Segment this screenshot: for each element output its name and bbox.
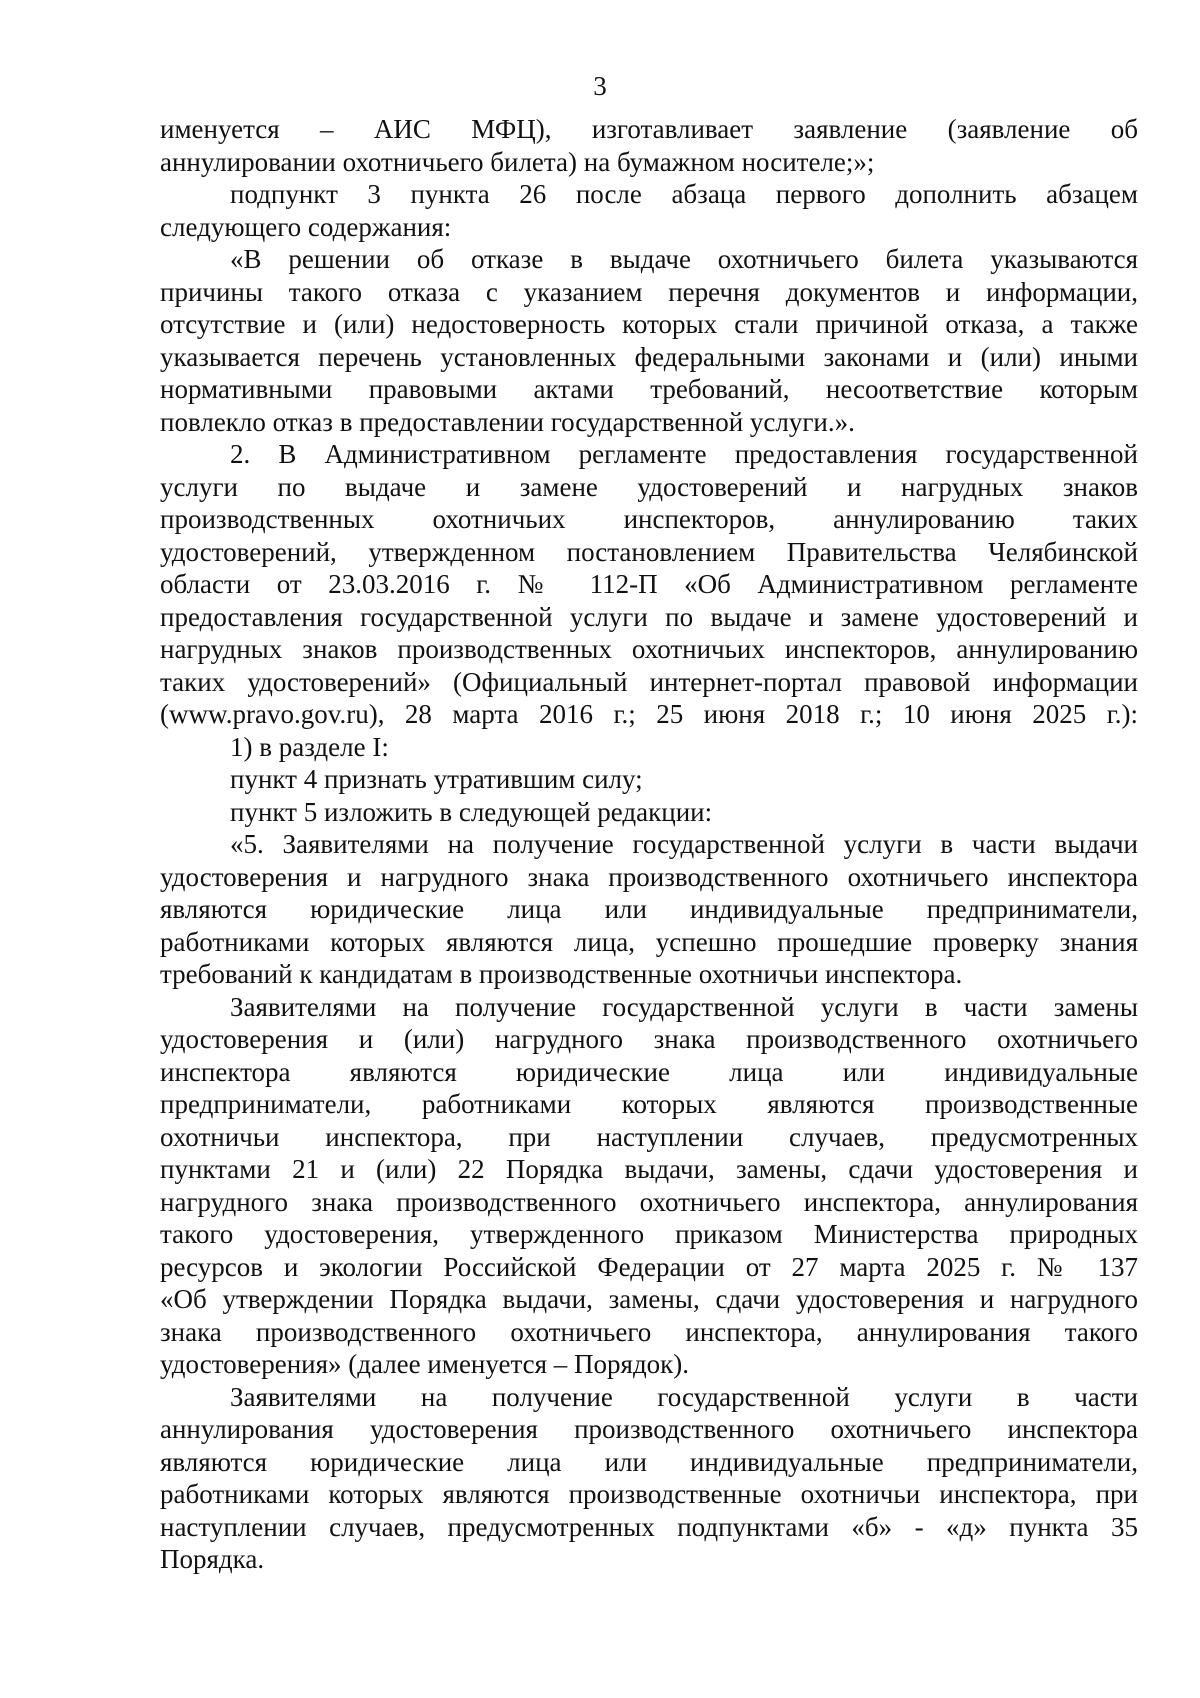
text-line: работниками которых являются лица, успешно прошедшие проверку знания <box>160 926 1138 957</box>
text-line: Заявителями на получение государственной услуги в части <box>230 1381 1138 1412</box>
text-line: причины такого отказа с указанием перечня документов и информации, <box>160 276 1138 307</box>
text-line: «5. Заявителями на получение государственной услуги в части выдачи <box>230 829 1138 859</box>
text-line: нагрудного знака производственного охотничьего инспектора, аннулирования <box>160 1186 1138 1217</box>
text-line: нагрудных знаков производственных охотничьих инспекторов, аннулированию <box>160 634 1138 664</box>
text-line: ресурсов и экологии Российской Федерации от 27 марта 2025 г. № 137 <box>160 1251 1138 1282</box>
text-line: подпункт 3 пункта 26 после абзаца первого дополнить абзацем <box>230 179 1138 209</box>
text-line: такого удостоверения, утвержденного приказом Министерства природных <box>160 1219 1138 1249</box>
text-line: указывается перечень установленных федеральными законами и (или) иными <box>160 341 1138 372</box>
text-line: пункт 5 изложить в следующей редакции: <box>230 796 713 827</box>
text-line: (www.pravo.gov.ru), 28 марта 2016 г.; 25 июня 2018 г.; 10 июня 2025 г.): <box>160 699 1138 729</box>
page-number: 3 <box>593 71 607 101</box>
text-line: удостоверения и нагрудного знака производственного охотничьего инспектора <box>160 861 1138 892</box>
text-line: нормативными правовыми актами требований, несоответствие которым <box>160 374 1138 404</box>
text-line: области от 23.03.2016 г. № 112-П «Об Административном регламенте <box>160 569 1138 599</box>
text-line: 1) в разделе I: <box>230 731 389 762</box>
document-body <box>160 113 1138 1576</box>
text-line: услуги по выдаче и замене удостоверений и нагрудных знаков <box>160 471 1138 502</box>
text-line: работниками которых являются производственные охотничьи инспектора, при <box>160 1479 1138 1509</box>
text-line: таких удостоверений» (Официальный интернет-портал правовой информации <box>160 666 1138 697</box>
text-line: «В решении об отказе в выдаче охотничьего билета указываются <box>230 244 1138 274</box>
text-line: пункт 4 признать утратившим силу; <box>230 764 643 794</box>
text-line: пунктами 21 и (или) 22 Порядка выдачи, замены, сдачи удостоверения и <box>160 1154 1138 1184</box>
text-line: Заявителями на получение государственной услуги в части замены <box>230 991 1138 1022</box>
text-line: аннулирования удостоверения производственного охотничьего инспектора <box>160 1414 1138 1444</box>
text-line: «Об утверждении Порядка выдачи, замены, сдачи удостоверения и нагрудного <box>160 1284 1138 1314</box>
text-line: 2. В Административном регламенте предоставления государственной <box>230 439 1138 469</box>
text-line: производственных охотничьих инспекторов, аннулированию таких <box>160 504 1138 534</box>
text-line: Порядка. <box>160 1544 265 1574</box>
text-line: отсутствие и (или) недостоверность которых стали причиной отказа, а также <box>160 309 1138 339</box>
text-line: наступлении случаев, предусмотренных подпунктами «б» - «д» пункта 35 <box>160 1511 1138 1542</box>
text-line: инспектора являются юридические лица или индивидуальные <box>160 1056 1138 1087</box>
text-line: повлекло отказ в предоставлении государственной услуги.». <box>160 406 855 437</box>
text-line: аннулировании охотничьего билета) на бумажном носителе;»; <box>160 146 875 177</box>
text-line: требований к кандидатам в производственные охотничьи инспектора. <box>160 959 963 989</box>
text-line: являются юридические лица или индивидуальные предприниматели, <box>160 1446 1138 1477</box>
text-line: являются юридические лица или индивидуальные предприниматели, <box>160 894 1138 924</box>
text-line: именуется – АИС МФЦ), изготавливает заявление (заявление об <box>160 114 1138 144</box>
text-line: охотничьи инспектора, при наступлении случаев, предусмотренных <box>160 1121 1138 1152</box>
text-line: удостоверения» (далее именуется – Порядок). <box>160 1349 690 1379</box>
text-line: предприниматели, работниками которых являются производственные <box>160 1089 1138 1119</box>
text-line: знака производственного охотничьего инспектора, аннулирования такого <box>160 1316 1138 1347</box>
text-line: удостоверений, утвержденном постановлением Правительства Челябинской <box>160 536 1138 567</box>
text-line: следующего содержания: <box>160 211 452 242</box>
text-line: удостоверения и (или) нагрудного знака производственного охотничьего <box>160 1024 1138 1054</box>
text-line: предоставления государственной услуги по выдаче и замене удостоверений и <box>160 601 1138 632</box>
